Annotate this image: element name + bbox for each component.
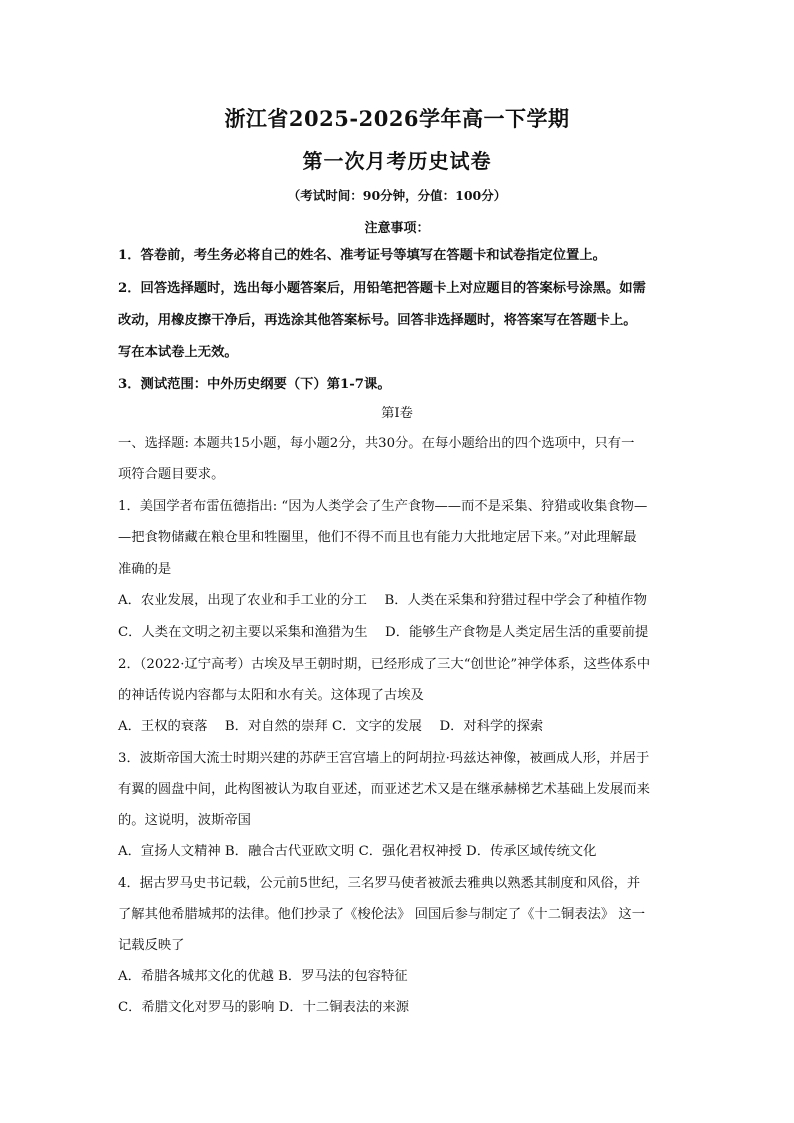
q2-options-line: A．王权的衰落 B．对自然的崇拜 C．文字的发展 D．对科学的探索 — [118, 719, 544, 734]
q3-stem-line: 有翼的圆盘中间，此构图被认为取自亚述，而亚述艺术又是在继承赫梯艺术基础上发展而来 — [118, 782, 650, 797]
notice-heading: 注意事项： — [364, 221, 430, 236]
q3-stem-line: 的。这说明，波斯帝国 — [118, 813, 251, 828]
exam-info: （考试时间：90分钟，分值：100分） — [287, 188, 507, 203]
q2-stem-line: 的神话传说内容都与太阳和水有关。这体现了古埃及 — [118, 688, 424, 703]
section-intro-line: 一、选择题: 本题共15小题，每小题2分，共30分。在每小题给出的四个选项中，只有一 — [118, 436, 635, 451]
q3-stem-line: 3．波斯帝国大流士时期兴建的苏萨王宫宫墙上的阿胡拉·玛兹达神像，被画成人形，并居于 — [118, 751, 650, 766]
note-line: 1．答卷前，考生务必将自己的姓名、准考证号等填写在答题卡和试卷指定位置上。 — [118, 248, 606, 263]
q1-stem-line: 准确的是 — [118, 562, 172, 577]
part-label: 第Ⅰ卷 — [381, 406, 413, 421]
section-intro-line: 项符合题目要求。 — [118, 467, 225, 482]
q4-stem-line: 4．据古罗马史书记载，公元前5世纪，三名罗马使者被派去雅典以熟悉其制度和风俗，并 — [118, 876, 641, 891]
q2-stem-line: 2．（2022·辽宁高考）古埃及早王朝时期，已经形成了三大“创世论”神学体系，这些体系中 — [118, 657, 651, 672]
q1-stem-line: —把食物储藏在粮仓里和牲圈里，他们不得不而且也有能力大批地定居下来。”对此理解最 — [118, 530, 637, 545]
note-line: 2．回答选择题时，选出每小题答案后，用铅笔把答题卡上对应题目的答案标号涂黑。如需 — [118, 281, 646, 296]
q1-options-line: C．人类在文明之初主要以采集和渔猎为生 D．能够生产食物是人类定居生活的重要前提 — [118, 625, 649, 640]
q3-options-line: A．宣扬人文精神 B．融合古代亚欧文明 C．强化君权神授 D．传承区域传统文化 — [118, 844, 597, 859]
q4-stem-line: 记载反映了 — [118, 938, 185, 953]
note-line: 改动，用橡皮擦干净后，再选涂其他答案标号。回答非选择题时，将答案写在答题卡上。 — [118, 313, 637, 328]
exam-title-line1: 浙江省2025-2026学年高一下学期 — [224, 106, 570, 131]
q4-stem-line: 了解其他希腊城邦的法律。他们抄录了《梭伦法》 回国后参与制定了《十二铜表法》 这一 — [118, 907, 646, 922]
q1-options-line: A．农业发展，出现了农业和手工业的分工 B．人类在采集和狩猎过程中学会了种植作物 — [118, 593, 647, 608]
q4-options-line: C．希腊文化对罗马的影响 D．十二铜表法的来源 — [118, 1000, 409, 1015]
note-line: 3．测试范围：中外历史纲要（下）第1-7课。 — [118, 377, 391, 392]
exam-title-line2: 第一次月考历史试卷 — [302, 149, 492, 173]
q1-stem-line: 1．美国学者布雷伍德指出: “因为人类学会了生产食物——而不是采集、狩猎或收集食物— — [118, 499, 648, 514]
q4-options-line: A．希腊各城邦文化的优越 B．罗马法的包容特征 — [118, 969, 408, 984]
note-line: 写在本试卷上无效。 — [118, 345, 238, 360]
